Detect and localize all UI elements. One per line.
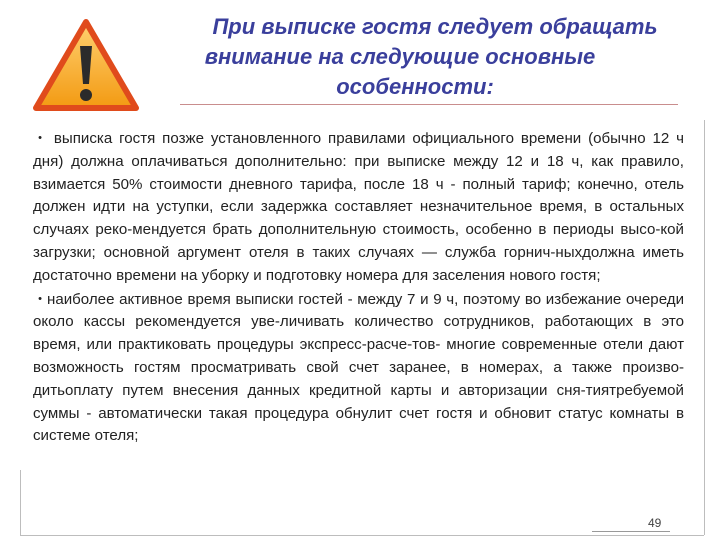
title-underline (180, 104, 678, 105)
frame-line-left (20, 470, 21, 535)
slide-title (150, 12, 690, 102)
bullet-paragraph-1 (33, 127, 684, 288)
bullet-paragraph-2 (33, 288, 684, 449)
page-number-rule (592, 531, 670, 532)
paragraph-text-2: наиболее активное время выписки гостей - между 7 и 9 ч, поэтому во избежание очереди около кассы рекомендуется уве-личивать количество сотрудников, работающих в это время, или практиковать процедуры экспресс-расче-тов- многие современные отели дают возможность гостям просматривать свой счет заранее, в номерах, а также произво-дитьоплату путем внесения данных кредитной карты и авторизации сня-тиятребуемой суммы - автоматически такая процедура обнулит счет гостя и обновит статус комнаты в системе отеля; (33, 290, 684, 445)
title-line-2: внимание на следующие основные (204, 44, 596, 69)
paragraph-text-1: выписка гостя позже установленного правилами официального времени (обычно 12 ч дня) должна оплачиваться дополнительно: при выписке между 12 и 18 ч, как правило, взимается 50% стоимости дневного тарифа, после 18 ч - полный тариф; конечно, отель должен идти на уступки, если задержка составляет незначительное время, в остальных случаях реко-мендуется брать дополнительную стоимость, особенно в периоды высо-кой загрузки; основной аргумент отеля в таких случаях — служба горнич-ныхдолжна иметь достаточно времени на уборку и подготовку номера для заселения нового гостя; (33, 130, 684, 284)
frame-line-bottom (20, 535, 704, 536)
bullet-icon: • (38, 132, 42, 144)
title-line-3: особенности: (336, 74, 494, 99)
frame-line-right (704, 120, 705, 535)
bullet-icon: • (38, 292, 42, 305)
slide-body (33, 127, 684, 448)
page-number: 49 (648, 516, 662, 530)
title-line-1: При выписке гостя следует обращать (212, 14, 658, 39)
